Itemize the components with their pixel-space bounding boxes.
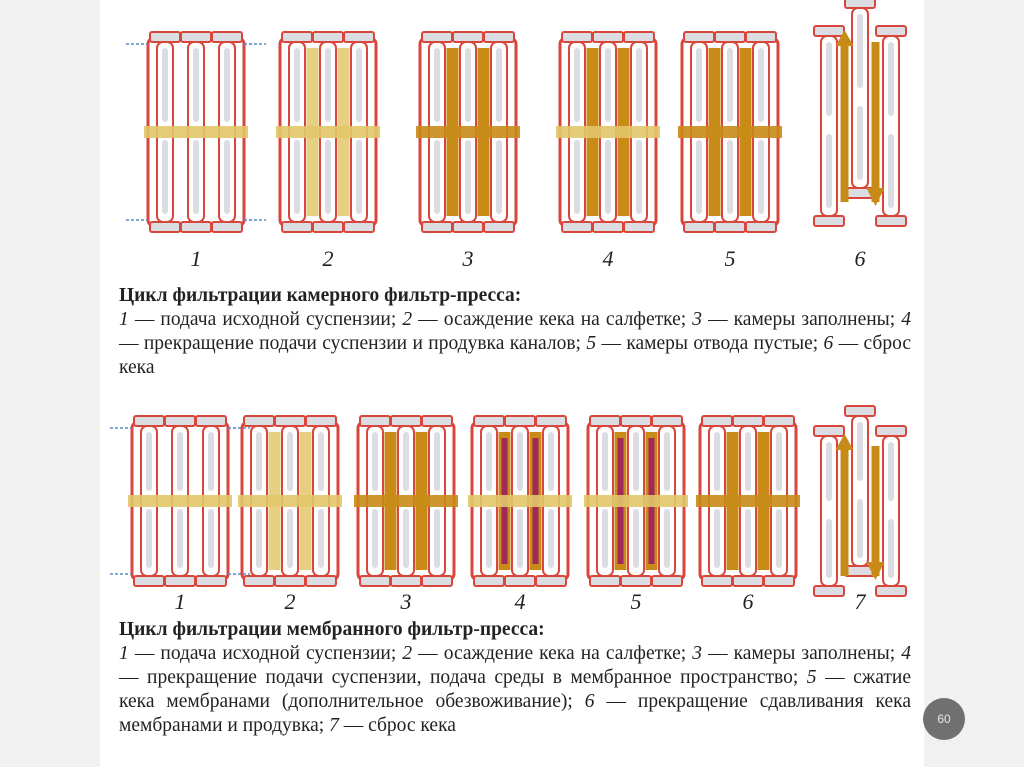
caption-item-number: 1: [119, 643, 129, 664]
caption-item-text: — прекращение сдавливания кека мембранами и продувка;: [119, 691, 911, 736]
caption-item-text: — камеры отвода пустые;: [596, 333, 824, 354]
stage-label-4: 4: [602, 246, 614, 271]
filter-press-stage-3: [354, 416, 458, 586]
caption-item-text: — камеры заполнены;: [702, 309, 902, 330]
filter-press-stage-5: [678, 32, 782, 232]
membrane-press-caption-body: [119, 642, 911, 738]
caption-item-text: — прекращение подачи суспензии, подача среды в мембранное пространство;: [119, 667, 807, 688]
stage-label-7: 7: [854, 589, 866, 614]
membrane-press-section: [100, 395, 924, 767]
chamber-press-caption-body: [119, 308, 911, 380]
filter-press-stage-1: [110, 416, 250, 586]
filter-press-stage-7: [814, 406, 906, 596]
caption-item-number: 5: [806, 667, 817, 688]
chamber-press-caption: [119, 284, 911, 380]
page-number-badge: 60: [923, 698, 965, 740]
chamber-press-caption-title: Цикл фильтрации камерного фильтр-пресса:: [119, 285, 522, 306]
stage-label-1: 1: [174, 589, 186, 614]
caption-item-number: 4: [901, 309, 911, 330]
stage-label-3: 3: [400, 589, 412, 614]
chamber-press-section: [100, 0, 924, 380]
membrane-press-caption: [119, 618, 911, 738]
stage-label-6: 6: [854, 246, 866, 271]
caption-item-number: 3: [692, 309, 702, 330]
caption-item-text: — осаждение кека на салфетке;: [412, 643, 693, 664]
stage-label-5: 5: [630, 589, 642, 614]
caption-item-text: — подача исходной суспензии;: [128, 309, 403, 330]
filter-press-stage-4: [556, 32, 660, 232]
caption-item-text: — сжатие кека мембранами (дополнительное обезвоживание);: [119, 667, 911, 712]
filter-press-stage-6: [814, 0, 906, 226]
caption-item-number: 2: [402, 309, 413, 330]
membrane-press-caption-title: Цикл фильтрации мембранного фильтр-пресса:: [119, 619, 545, 640]
caption-item-number: 4: [901, 643, 911, 664]
stage-label-1: 1: [190, 246, 202, 271]
filter-press-stage-4: [468, 416, 572, 586]
caption-item-number: 3: [692, 643, 702, 664]
caption-item-text: — сброс кека: [119, 333, 911, 378]
caption-item-number: 7: [329, 715, 339, 736]
stage-label-2: 2: [284, 589, 296, 614]
caption-item-number: 5: [586, 333, 597, 354]
caption-item-text: — камеры заполнены;: [702, 643, 902, 664]
slide: [100, 0, 924, 767]
filter-press-stage-6: [696, 416, 800, 586]
caption-item-text: — сброс кека: [338, 715, 456, 736]
filter-press-stage-2: [238, 416, 342, 586]
chamber-press-diagram-row: [100, 0, 924, 240]
stage-label-2: 2: [322, 246, 334, 271]
caption-item-number: 6: [823, 333, 834, 354]
caption-item-number: 2: [402, 643, 413, 664]
caption-item-text: — подача исходной суспензии;: [128, 643, 403, 664]
filter-press-stage-5: [584, 416, 688, 586]
stage-label-3: 3: [462, 246, 474, 271]
filter-press-stage-1: [126, 32, 266, 232]
stage-label-5: 5: [724, 246, 736, 271]
filter-press-stage-2: [276, 32, 380, 232]
caption-item-number: 6: [584, 691, 595, 712]
caption-item-number: 1: [119, 309, 129, 330]
stage-label-4: 4: [514, 589, 526, 614]
filter-press-stage-3: [416, 32, 520, 232]
caption-item-text: — прекращение подачи суспензии и продувка каналов;: [119, 333, 587, 354]
stage-label-6: 6: [742, 589, 754, 614]
membrane-press-diagram-row: [100, 405, 924, 600]
caption-item-text: — осаждение кека на салфетке;: [412, 309, 693, 330]
